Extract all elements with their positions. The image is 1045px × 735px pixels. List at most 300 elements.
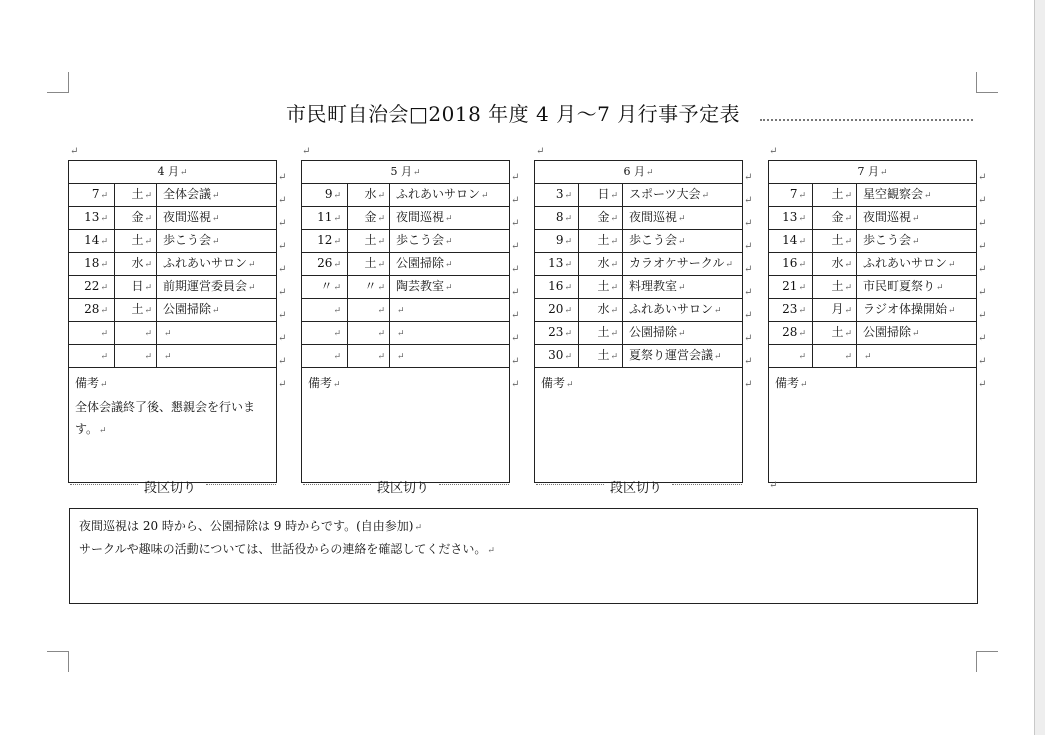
cell-text: 夜間巡視 [163, 210, 212, 224]
paragraph-mark: ↵ [564, 329, 572, 339]
paragraph-mark: ↵ [800, 380, 808, 390]
day-cell[interactable] [535, 184, 579, 207]
paragraph-mark: ↵ [333, 214, 341, 224]
day-cell[interactable] [535, 345, 579, 368]
event-cell[interactable] [857, 184, 977, 207]
paragraph-mark: ↵ [100, 306, 108, 316]
cell-text: 金 [831, 210, 844, 224]
paragraph-mark: ↵ [844, 237, 852, 247]
paragraph-mark: ↵ [936, 283, 944, 293]
month-header[interactable] [69, 161, 277, 184]
event-cell[interactable] [857, 345, 977, 368]
cell-text: ↵ [744, 310, 753, 321]
paragraph-mark: ↵ [412, 167, 421, 178]
cell-text: ↵ [978, 241, 987, 252]
crop-mark-bottom-right [976, 651, 998, 672]
cell-text: ↵ [511, 218, 520, 229]
paragraph-mark: ↵ [333, 306, 341, 316]
weekday-cell[interactable] [813, 299, 857, 322]
event-cell[interactable] [857, 322, 977, 345]
day-cell[interactable] [535, 253, 579, 276]
cell-text: ↵ [278, 218, 287, 229]
cell-text: 前期運営委員会 [163, 279, 248, 293]
weekday-cell[interactable] [579, 253, 623, 276]
day-cell[interactable] [769, 276, 813, 299]
cell-text: 3 [555, 187, 564, 201]
cell-text: 14 [782, 233, 798, 247]
day-cell[interactable] [769, 184, 813, 207]
remarks-cell[interactable] [302, 368, 510, 483]
weekday-cell[interactable] [579, 276, 623, 299]
table-row [535, 322, 743, 345]
event-cell[interactable] [857, 230, 977, 253]
day-cell[interactable] [769, 299, 813, 322]
cell-text: 土 [364, 256, 377, 270]
paragraph-mark: ↵ [678, 329, 686, 339]
section-break-line [303, 484, 371, 485]
day-cell[interactable] [302, 345, 348, 368]
paragraph-mark: ↵ [164, 352, 172, 362]
weekday-cell[interactable] [813, 230, 857, 253]
weekday-cell[interactable] [115, 184, 157, 207]
cell-text: 13 [782, 210, 798, 224]
day-cell[interactable] [69, 184, 115, 207]
paragraph-mark: ↵ [844, 214, 852, 224]
cell-text: 備考 [75, 376, 100, 390]
table-row [69, 184, 277, 207]
paragraph-mark: ↵ [714, 352, 722, 362]
paragraph-mark: ↵ [212, 237, 220, 247]
event-cell[interactable] [857, 253, 977, 276]
weekday-cell[interactable] [115, 207, 157, 230]
paragraph-mark: ↵ [100, 283, 108, 293]
paragraph-mark: ↵ [144, 214, 152, 224]
cell-text: 土 [597, 348, 610, 362]
event-cell[interactable] [623, 276, 743, 299]
cell-text: 料理教室 [629, 279, 678, 293]
cell-text: 土 [597, 279, 610, 293]
paragraph-mark: ↵ [70, 146, 79, 157]
event-cell[interactable] [857, 276, 977, 299]
day-cell[interactable] [769, 207, 813, 230]
cell-text: ↵ [278, 287, 287, 298]
table-row [302, 230, 510, 253]
cell-text: 6 月 [623, 164, 645, 178]
paragraph-mark: ↵ [248, 260, 256, 270]
month-header[interactable] [535, 161, 743, 184]
weekday-cell[interactable] [348, 276, 390, 299]
paragraph-mark: ↵ [879, 167, 888, 178]
cell-text: ふれあいサロン [163, 256, 248, 270]
weekday-cell[interactable] [348, 230, 390, 253]
cell-text: 日 [131, 279, 144, 293]
paragraph-mark: ↵ [377, 352, 385, 362]
cell-text: ↵ [278, 172, 287, 183]
day-cell[interactable] [302, 253, 348, 276]
weekday-cell[interactable] [348, 184, 390, 207]
weekday-cell[interactable] [813, 253, 857, 276]
paragraph-mark: ↵ [100, 191, 108, 201]
cell-text: 28 [782, 325, 798, 339]
note-line-2[interactable] [79, 540, 495, 557]
paragraph-mark: ↵ [798, 306, 806, 316]
paragraph-mark: ↵ [212, 191, 220, 201]
event-cell[interactable] [157, 230, 277, 253]
cell-text: 歩こう会 [396, 233, 445, 247]
cell-text: 13 [84, 210, 100, 224]
table-row [69, 299, 277, 322]
remarks-cell[interactable] [769, 368, 977, 483]
day-cell[interactable] [69, 207, 115, 230]
paragraph-mark: ↵ [397, 352, 405, 362]
cell-text: ↵ [744, 333, 753, 344]
paragraph-mark: ↵ [481, 191, 489, 201]
day-cell[interactable] [535, 230, 579, 253]
cell-text: スポーツ大会 [629, 187, 701, 201]
event-cell[interactable] [157, 207, 277, 230]
cell-text: 11 [317, 210, 333, 224]
event-cell[interactable] [390, 322, 510, 345]
cell-text: 星空観察会 [863, 187, 924, 201]
day-cell[interactable] [302, 299, 348, 322]
cell-text: 〃 [320, 279, 333, 293]
cell-text: 13 [548, 256, 564, 270]
paragraph-mark: ↵ [377, 283, 385, 293]
cell-text: 21 [782, 279, 798, 293]
paragraph-mark: ↵ [100, 237, 108, 247]
day-cell[interactable] [302, 230, 348, 253]
paragraph-mark: ↵ [164, 329, 172, 339]
cell-text: 公園掃除 [163, 302, 212, 316]
cell-text: 土 [131, 233, 144, 247]
paragraph-mark: ↵ [798, 329, 806, 339]
month-table-july[interactable] [768, 160, 977, 483]
paragraph-mark: ↵ [445, 237, 453, 247]
crop-mark-top-left [47, 72, 69, 93]
cell-text: ↵ [978, 379, 987, 390]
paragraph-mark: ↵ [564, 352, 572, 362]
table-row [69, 230, 277, 253]
cell-text: ふれあいサロン [396, 187, 481, 201]
event-cell[interactable] [390, 184, 510, 207]
weekday-cell[interactable] [579, 299, 623, 322]
weekday-cell[interactable] [813, 184, 857, 207]
paragraph-mark: ↵ [564, 214, 572, 224]
row-end-marks [978, 166, 986, 396]
cell-text: ↵ [744, 356, 753, 367]
cell-text: 14 [84, 233, 100, 247]
paragraph-mark: ↵ [610, 283, 618, 293]
cell-text: 備考 [308, 376, 333, 390]
day-cell[interactable] [302, 207, 348, 230]
day-cell[interactable] [535, 322, 579, 345]
paragraph-mark: ↵ [377, 214, 385, 224]
table-row [535, 345, 743, 368]
event-cell[interactable] [157, 299, 277, 322]
table-row [302, 322, 510, 345]
paragraph-mark: ↵ [610, 306, 618, 316]
paragraph-mark: ↵ [678, 283, 686, 293]
day-cell[interactable] [69, 276, 115, 299]
table-row [302, 276, 510, 299]
weekday-cell[interactable] [579, 322, 623, 345]
day-cell[interactable] [535, 276, 579, 299]
section-break-line [70, 484, 138, 485]
paragraph-mark: ↵ [678, 237, 686, 247]
paragraph-mark: ↵ [377, 306, 385, 316]
cell-text: ↵ [511, 172, 520, 183]
cell-text: 土 [831, 187, 844, 201]
paragraph-mark: ↵ [798, 237, 806, 247]
paragraph-mark: ↵ [645, 167, 654, 178]
month-table-april[interactable] [68, 160, 277, 483]
cell-text: ↵ [511, 356, 520, 367]
paragraph-mark: ↵ [179, 167, 188, 178]
paragraph-mark: ↵ [144, 237, 152, 247]
cell-text: 金 [597, 210, 610, 224]
cell-text: サークルや趣味の活動については、世話役からの連絡を確認してください。 [79, 542, 487, 556]
title-section-break-line [760, 119, 973, 121]
paragraph-mark: ↵ [99, 426, 107, 436]
row-end-marks [278, 166, 286, 396]
notes-box[interactable] [69, 508, 978, 604]
paragraph-mark: ↵ [564, 260, 572, 270]
day-cell[interactable] [535, 207, 579, 230]
cell-text: ↵ [511, 241, 520, 252]
cell-text: ラジオ体操開始 [863, 302, 948, 316]
table-row [69, 253, 277, 276]
cell-text: 夜間巡視 [629, 210, 678, 224]
paragraph-mark: ↵ [100, 329, 108, 339]
table-row [302, 207, 510, 230]
day-cell[interactable] [302, 322, 348, 345]
cell-text: ↵ [278, 241, 287, 252]
day-cell[interactable] [769, 322, 813, 345]
day-cell[interactable] [69, 299, 115, 322]
day-cell[interactable] [535, 299, 579, 322]
cell-text: 7 月 [857, 164, 879, 178]
cell-text: 7 [789, 187, 798, 201]
month-header[interactable] [302, 161, 510, 184]
paragraph-mark: ↵ [610, 352, 618, 362]
day-cell[interactable] [69, 230, 115, 253]
cell-text: 夜間巡視 [863, 210, 912, 224]
cell-text: 公園掃除 [396, 256, 445, 270]
remarks-text: 全体会議終了後、懇親会を行います。 [75, 400, 256, 436]
table-row [302, 345, 510, 368]
paragraph-mark: ↵ [144, 260, 152, 270]
cell-text: 5 月 [390, 164, 412, 178]
event-cell[interactable] [623, 207, 743, 230]
cell-text: 水 [597, 302, 610, 316]
weekday-cell[interactable] [348, 207, 390, 230]
cell-text: ↵ [978, 218, 987, 229]
weekday-cell[interactable] [115, 322, 157, 345]
day-cell[interactable] [302, 184, 348, 207]
cell-text: ↵ [278, 356, 287, 367]
note-line-1[interactable] [79, 517, 422, 534]
weekday-cell[interactable] [348, 299, 390, 322]
paragraph-mark: ↵ [844, 352, 852, 362]
weekday-cell[interactable] [813, 345, 857, 368]
paragraph-mark: ↵ [377, 237, 385, 247]
paragraph-mark: ↵ [144, 329, 152, 339]
day-cell[interactable] [69, 322, 115, 345]
table-row [302, 184, 510, 207]
day-cell[interactable] [69, 345, 115, 368]
cell-text: ↵ [278, 310, 287, 321]
cell-text: 土 [831, 233, 844, 247]
paragraph-mark: ↵ [948, 306, 956, 316]
cell-text: ↵ [278, 333, 287, 344]
cell-text: 9 [324, 187, 333, 201]
section-break-line [536, 484, 604, 485]
cell-text: ↵ [744, 172, 753, 183]
paragraph-mark: ↵ [948, 260, 956, 270]
cell-text: 土 [831, 325, 844, 339]
weekday-cell[interactable] [348, 345, 390, 368]
day-cell[interactable] [769, 230, 813, 253]
paragraph-mark: ↵ [248, 283, 256, 293]
day-cell[interactable] [302, 276, 348, 299]
event-cell[interactable] [390, 299, 510, 322]
weekday-cell[interactable] [115, 230, 157, 253]
event-cell[interactable] [157, 184, 277, 207]
paragraph-mark: ↵ [564, 191, 572, 201]
weekday-cell[interactable] [579, 184, 623, 207]
month-table-may[interactable] [301, 160, 510, 483]
weekday-cell[interactable] [813, 207, 857, 230]
event-cell[interactable] [390, 276, 510, 299]
weekday-cell[interactable] [115, 253, 157, 276]
day-cell[interactable] [769, 345, 813, 368]
paragraph-mark: ↵ [912, 214, 920, 224]
section-break-line [206, 484, 276, 485]
table-row [302, 299, 510, 322]
weekday-cell[interactable] [813, 322, 857, 345]
weekday-cell[interactable] [348, 253, 390, 276]
cell-text: 日 [597, 187, 610, 201]
month-table-june[interactable] [534, 160, 743, 483]
event-cell[interactable] [157, 322, 277, 345]
month-header[interactable] [769, 161, 977, 184]
cell-text: ↵ [511, 264, 520, 275]
event-cell[interactable] [623, 184, 743, 207]
cell-text: 7 [91, 187, 100, 201]
cell-text: 30 [548, 348, 564, 362]
cell-text: 夜間巡視は 20 時から、公園掃除は 9 時からです。(自由参加) [79, 519, 414, 533]
weekday-cell[interactable] [579, 345, 623, 368]
paragraph-mark: ↵ [566, 380, 574, 390]
cell-text: 9 [555, 233, 564, 247]
paragraph-mark: ↵ [333, 237, 341, 247]
weekday-cell[interactable] [115, 299, 157, 322]
event-cell[interactable] [157, 276, 277, 299]
event-cell[interactable] [390, 207, 510, 230]
event-cell[interactable] [157, 253, 277, 276]
paragraph-mark: ↵ [212, 306, 220, 316]
table-row [535, 253, 743, 276]
event-cell[interactable] [623, 230, 743, 253]
paragraph-mark: ↵ [487, 546, 495, 556]
cell-text: 全体会議 [163, 187, 212, 201]
paragraph-mark: ↵ [377, 191, 385, 201]
cell-text: 20 [548, 302, 564, 316]
section-break-line [672, 484, 742, 485]
paragraph-mark: ↵ [144, 283, 152, 293]
table-row [769, 322, 977, 345]
event-cell[interactable] [857, 207, 977, 230]
paragraph-mark: ↵ [844, 329, 852, 339]
event-cell[interactable] [390, 345, 510, 368]
weekday-cell[interactable] [115, 276, 157, 299]
table-row [769, 253, 977, 276]
weekday-cell[interactable] [579, 230, 623, 253]
remarks-cell[interactable] [69, 368, 277, 483]
table-row [769, 345, 977, 368]
event-cell[interactable] [623, 345, 743, 368]
cell-text: ↵ [511, 379, 520, 390]
remarks-cell[interactable] [535, 368, 743, 483]
cell-text: 金 [364, 210, 377, 224]
cell-text: ↵ [278, 195, 287, 206]
weekday-cell[interactable] [813, 276, 857, 299]
paragraph-mark: ↵ [100, 214, 108, 224]
paragraph-mark: ↵ [798, 191, 806, 201]
table-row [769, 184, 977, 207]
cell-text: ふれあいサロン [863, 256, 948, 270]
cell-text: 水 [597, 256, 610, 270]
paragraph-mark: ↵ [798, 214, 806, 224]
event-cell[interactable] [390, 253, 510, 276]
weekday-cell[interactable] [348, 322, 390, 345]
event-cell[interactable] [390, 230, 510, 253]
weekday-cell[interactable] [115, 345, 157, 368]
paragraph-mark: ↵ [844, 306, 852, 316]
cell-text: 28 [84, 302, 100, 316]
cell-text: ふれあいサロン [629, 302, 714, 316]
cell-text: 水 [131, 256, 144, 270]
paragraph-mark: ↵ [864, 352, 872, 362]
day-cell[interactable] [69, 253, 115, 276]
weekday-cell[interactable] [579, 207, 623, 230]
event-cell[interactable] [857, 299, 977, 322]
paragraph-mark: ↵ [144, 191, 152, 201]
cell-text: ↵ [978, 310, 987, 321]
paragraph-mark: ↵ [100, 352, 108, 362]
cell-text: 公園掃除 [629, 325, 678, 339]
cell-text: 土 [831, 279, 844, 293]
cell-text: ↵ [978, 287, 987, 298]
cell-text: ↵ [511, 287, 520, 298]
paragraph-mark: ↵ [701, 191, 710, 201]
event-cell[interactable] [623, 299, 743, 322]
cell-text: 4 月 [157, 164, 179, 178]
cell-text: 水 [831, 256, 844, 270]
day-cell[interactable] [769, 253, 813, 276]
paragraph-mark: ↵ [333, 191, 341, 201]
table-row [769, 207, 977, 230]
cell-text: 陶芸教室 [396, 279, 445, 293]
event-cell[interactable] [623, 253, 743, 276]
event-cell[interactable] [157, 345, 277, 368]
document-title[interactable]: 市民町自治会□2018 年度 4 月～7 月行事予定表 [286, 102, 741, 126]
section-break-label: 段区切り [377, 481, 430, 496]
paragraph-mark: ↵ [564, 283, 572, 293]
cell-text: 備考 [541, 376, 566, 390]
paragraph-mark: ↵ [844, 283, 852, 293]
event-cell[interactable] [623, 322, 743, 345]
